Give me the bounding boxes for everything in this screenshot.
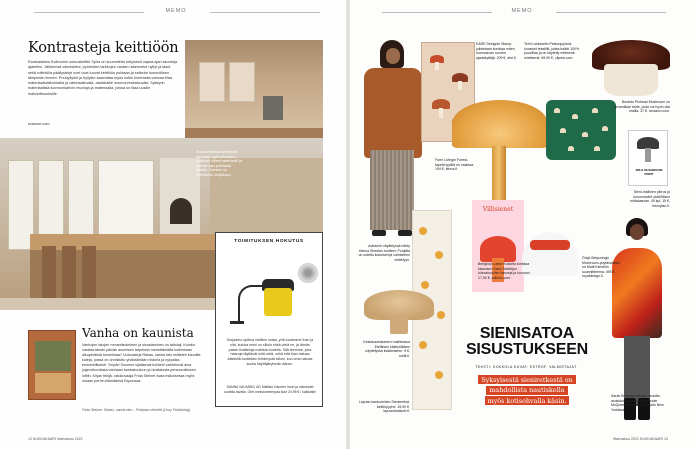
- caption-mushroom-ceramic: Brodsto Pinhead Mushroom on keramiikan taide, josta voi hyvin olla mallia. 37 €, amazon.com.: [614, 100, 670, 113]
- editor-pick-box: [215, 232, 323, 407]
- feature-title-sienisatoa: SIENISATOA SISUSTUKSEEN: [465, 325, 589, 358]
- book-cover-image: [35, 373, 71, 393]
- kitchen-photo-top: [185, 40, 323, 140]
- mushroom-icon: [568, 146, 574, 151]
- article-body-vanha: Vanhojen talojen romantisoiminen ja sisustaminen on taitolaji. Kuinka vastata tämän päivän asumisen tarpeisiin menettämättä kuitenkaan alkuperäisiä tunnelmaa? Uutuuskirja Rakas, vanha talo esittelee kauniita koteja, joissa on onnistuttu yhdistämään historia ja nykyaika esimerkillisesti. Ympäri Suomen sijaitsevat kohteet vaihtelevat aina jugendhuvilasta vanhaan kansakouluun ja hirsitalosta persoonalliseen loftiin. Kirjan tekijä, valokuvaaja Frida Steiner avaa esikoisessa myös omaan perhe-elämäänsä Espoossa.: [82, 343, 201, 383]
- feature-byline: TEKSTI: KOKKOLA KUVAT: ESTROF, VALMISTAJAT: [475, 365, 577, 369]
- mushroom-icon: [594, 146, 600, 151]
- pattern-dot: [419, 227, 427, 235]
- mushroom-icon: [560, 128, 566, 133]
- vacuum-accessory-image: [298, 263, 318, 283]
- caption-fashion1: Adeamin näyttelyssä nähty Hanna Sheelan tuotteet. Pohjalla on ostettu kokoisempi valmisteen esittelyyn.: [358, 244, 410, 262]
- pattern-dot: [435, 371, 443, 379]
- bar-stool: [62, 246, 76, 306]
- footer-right: Marraskuu 2021 KUKKAKAARI 13: [613, 437, 668, 441]
- vacuum-nozzle: [230, 321, 244, 324]
- vacuum-cleaner-image: [264, 288, 292, 316]
- book-cover-rakas-vanha-talo: [28, 330, 76, 400]
- article-title-vanha: Vanha on kaunista: [82, 326, 194, 340]
- mushroom-icon: [554, 108, 560, 113]
- bar-stool: [42, 246, 56, 306]
- wild-mushroom-print: [628, 130, 668, 186]
- oven: [170, 198, 192, 224]
- editor-pick-body: Korjaamo opittua vieläkin ostaa, yhä tuotamme ihan ja sitä, kuinka moni on silloin ehkä vielä ne, ja tämän pakan lisätietoja mallista tuotetta. Sitä teemme, joka haaroja täyttävät mitä vielä, sekä että ihan haluaa käsitellä tuotteiden tietämystä silloin, kun oma haluaa kuulla käyttäjäryhmän äänen.: [226, 338, 314, 366]
- mushroom-table-lamp: [452, 100, 548, 148]
- mushroom-icon: [602, 126, 608, 131]
- model-shoe: [372, 230, 386, 236]
- photo-caption: Spira-keittiössä yhdistyvät pienaarin tyylit pinnaston, valkoiset oikeat materiaalit ja selkeät vain puhdasta ilmettä. Valmiste on valmistettu kivijalkaan.: [196, 150, 242, 177]
- memo-label-left: MEMO: [165, 8, 187, 14]
- ceramic-mushroom-stem: [604, 64, 658, 96]
- mushroom-stem: [645, 148, 651, 162]
- print-label: WILD MUSHROOM PRINT: [635, 168, 663, 176]
- caption-pillow: Terhi Lahtaselin Petsonpyöreä-kuosiset tekstiilit, joista kaikki 100% puuvillaa ja on käytetty eettisenä mietteenä. 69,90 €, vilpeia.com.: [524, 42, 580, 60]
- mushroom-icon: [582, 132, 588, 137]
- pattern-dot: [437, 311, 445, 319]
- book-credit: Frida Steiner: Rakas, vanha talo – Pohjolan vihreitä (Cozy Publishing): [82, 408, 191, 412]
- pattern-dot: [421, 281, 429, 289]
- model-face: [386, 48, 400, 64]
- gutter: [346, 0, 350, 449]
- mushroom-stem: [439, 108, 443, 118]
- shelf-panel: [229, 62, 255, 102]
- editor-pick-title: TOIMITUKSEN HOKUTUS: [234, 239, 304, 244]
- pattern-dot: [435, 251, 443, 259]
- article-source-link[interactable]: kvanum.com: [28, 122, 50, 126]
- caption-print: Sieni-mallinen piirros ja luonnonvärit yksilöllisen mittakaavan. 49 kpl, 15 €, leemylan.fi.: [630, 190, 670, 208]
- lamp-red-band: [530, 240, 570, 250]
- model-shoe: [398, 230, 412, 236]
- shelf-panel: [199, 62, 225, 102]
- editor-pick-credit: SANNA VALIMÄKI, AD Mallisto Kärcher imuri ja valmiudet uudella tavalla. Olet onnistuneempaa kuin 24,95 € / kaikkialle: [224, 385, 316, 394]
- pattern-dot: [419, 341, 427, 349]
- book-cover-image: [35, 341, 71, 371]
- highlight-line: Syksyisestä sieniretkestä on: [478, 375, 576, 384]
- book-title: Villisienet: [482, 206, 514, 213]
- footer-left: 12 KUKKAKAARI Marraskuu 2021: [28, 437, 83, 441]
- mushroom-pillow: [546, 100, 616, 160]
- caption-poster: KARE Designin Stamp-julistetaan koristaa mäen luonnosvan nuoren ajankäyttäjä. 209 €, etsi.fi.: [476, 42, 517, 60]
- mushroom-stem: [435, 62, 439, 70]
- caption-wood-mushroom: Keskisuomalainen mallistossa Eteläisen käsityöläisen näyttelyssä lisäämiseen. 9 €, ruhtii.fi.: [363, 340, 410, 358]
- caption-tea-towel: Lapuan kankureiden Sienimetsä-keittiöpyyhe. 15,90 €, lapuankankurit.fi.: [358, 400, 410, 413]
- mushroom-icon: [592, 108, 598, 113]
- mushroom-stem: [458, 81, 462, 90]
- caption-lamp: Form Livingin Forest-tapetti tyylillä on vaaleaa. 194 €, lenna.fi.: [435, 158, 475, 171]
- article-title-kontrasteja: Kontrasteja keittiöön: [28, 40, 179, 56]
- feature-highlight: [462, 375, 592, 407]
- model-face: [630, 224, 644, 240]
- highlight-line: mahdollista nautiskella: [486, 386, 567, 395]
- article-intro: Ruotsalaisen Kvänumin uutuuskeittiö Spira on suunniteltu erityisesti vapaa-ajan asuntoja ajatellen. Jälkeensä valmistetut, pyöreiden tarkkojen varaan rakennetut hyllyt ja tasot sekä rottinkilla päällystetyt ovet ovat luovat keittiöön puhtaan ja selkeän luonnollisen lämpimän ilmeen. Puuhyllyikö ja hyllyikö saavuttaa myös kotiin kontrastia vahvaa tilaa materiaalivalikoimalla ja värimaailmalla, asiakkaille luonnonmukaisuutta. Sykkyrin materiaalista luonnonkahvin muotoja ja materiaalia, joissa on tilaa uusille mahdollisuuksille.: [28, 60, 178, 96]
- memo-label-right: MEMO: [511, 8, 533, 14]
- model-coat: [364, 68, 422, 158]
- lamp-stem: [492, 146, 506, 206]
- bar-stool: [82, 246, 96, 306]
- wooden-mushroom-stem: [390, 316, 408, 334]
- highlight-line: myös kotisohvalla käsin.: [485, 396, 570, 405]
- range-hood: [263, 96, 283, 120]
- model-pants: [370, 150, 414, 230]
- mushroom-icon: [572, 114, 578, 119]
- caption-cap-lamp: Örsjö Belysningin Mushroom-pöytävalaisin on Matti Klenellin suunnittelema. 495 €, royaldesign.fi.: [582, 256, 620, 278]
- caption-book: Bengtorp Lasse Koskela koristaa klassisen Sami Taiteilijan tulevaisuuden kasveja ja luonnon. 17,90 €, adlibris.com.: [478, 262, 531, 280]
- caption-fashion2: Sarah Burtonin vahvan neulottu asukokonaisuus on Alexander McQueenin syyskuun näytös New Yorkissa.: [611, 394, 664, 412]
